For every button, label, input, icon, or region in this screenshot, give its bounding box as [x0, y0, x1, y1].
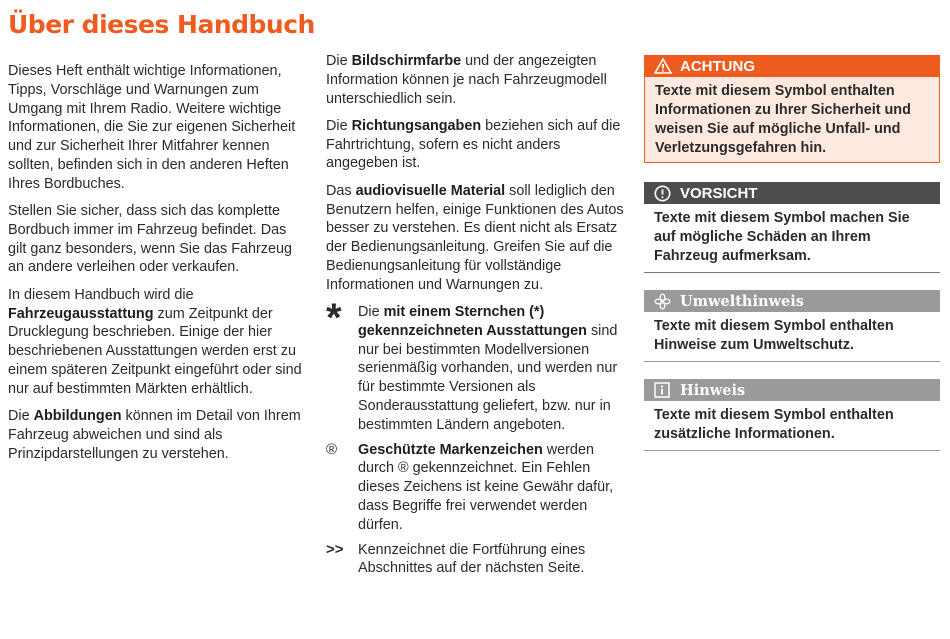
- vorsicht-text: Texte mit diesem Symbol machen Sie auf mögliche Schäden an Ihrem Fahrzeug aufmerksam.: [644, 204, 940, 273]
- hinweis-header: [644, 379, 940, 401]
- exclamation-circle-icon: [654, 185, 676, 202]
- ausstattung-paragraph: [8, 286, 306, 399]
- text-run: können im Detail von Ihrem Fahrzeug abweichen und sind als Prinzipdarstellungen zu verstehen.: [8, 408, 301, 462]
- bold-term: Geschützte Markenzeichen: [358, 441, 543, 458]
- text-run: beziehen sich auf die Fahrtrichtung, sofern es nicht anders angegeben ist.: [326, 117, 621, 172]
- flower-icon: [654, 293, 676, 310]
- audiovisuell-paragraph: [326, 182, 624, 295]
- vorsicht-box: [644, 182, 940, 273]
- trademark-legend-text: [358, 441, 624, 535]
- bold-term: Abbildungen: [33, 408, 122, 425]
- achtung-header: [644, 55, 940, 77]
- double-chevron-icon: >>: [326, 540, 344, 558]
- text-run: sind nur bei bestimmten Modellversionen serienmäßig vorhanden, und werden nur für bestimmte Versionen als Sonderausstattung geliefert, bzw. nur in bestimmten Ländern angeboten.: [358, 322, 618, 433]
- page-title: Über dieses Handbuch: [8, 10, 315, 39]
- text-run: und der angezeigten Information können je nach Fahrzeugmodell unterschiedlich sein.: [326, 53, 607, 107]
- text-run: zum Zeitpunkt der Drucklegung beschrieben. Einige der hier beschriebenen Ausstattungen werden erst zu einem späteren Zeitpunkt eingeführt oder sind nur auf bestimmten Märkten erhältlich.: [8, 305, 302, 397]
- asterisk-icon: *: [326, 296, 342, 341]
- bold-term: Fahrzeugausstattung: [8, 305, 154, 322]
- bold-term: Bildschirmfarbe: [351, 53, 462, 69]
- umwelthinweis-title: Umwelthinweis: [680, 292, 804, 310]
- bildschirmfarbe-paragraph: [326, 52, 624, 108]
- bold-term: audiovisuelle Material: [355, 182, 506, 199]
- text-run: werden durch ® gekennzeichnet. Ein Fehlen dieses Zeichens ist keine Gewähr dafür, dass Begriffe frei verwendet werden dürfen.: [358, 441, 614, 533]
- umwelthinweis-header: [644, 290, 940, 312]
- intro-paragraph: Dieses Heft enthält wichtige Informationen, Tipps, Vorschläge und Warnungen zum Umgang mit Ihrem Radio. Weitere wichtige Informationen, die Sie zur eigenen Sicherheit und zur Sicherheit Ihrer Mitfahrer kennen sollten, befinden sich in den anderen Heften Ihres Bordbuches.: [8, 63, 296, 192]
- bold-term: Richtungsangaben: [351, 117, 482, 134]
- achtung-title: ACHTUNG: [680, 57, 755, 75]
- text-run: In diesem Handbuch wird die: [8, 286, 194, 303]
- trademark-legend-item: [326, 441, 624, 535]
- continuation-legend-text: Kennzeichnet die Fortführung eines Abschnittes auf der nächsten Seite.: [358, 541, 586, 577]
- info-icon: [654, 382, 676, 398]
- registered-icon: ®: [326, 440, 338, 458]
- vorsicht-title: VORSICHT: [680, 184, 758, 202]
- umwelthinweis-box: [644, 290, 940, 362]
- text-run: Die: [8, 408, 34, 425]
- hinweis-box: [644, 379, 940, 451]
- achtung-text: Texte mit diesem Symbol enthalten Informationen zu Ihrer Sicherheit und weisen Sie auf mögliche Unfall- und Verletzungsgefahren hin.: [644, 77, 940, 163]
- bold-term: mit einem Sternchen (*) gekennzeichneten Ausstattungen: [358, 304, 587, 339]
- abbildungen-paragraph: [8, 407, 306, 463]
- continuation-legend-item: [326, 541, 624, 579]
- text-run: Das: [326, 182, 356, 199]
- richtungsangaben-paragraph: [326, 117, 624, 173]
- vorsicht-header: [644, 182, 940, 204]
- column-middle: [326, 52, 624, 584]
- star-legend-item: [326, 296, 624, 435]
- achtung-box: [644, 55, 940, 163]
- hinweis-text: Texte mit diesem Symbol enthalten zusätzliche Informationen.: [644, 401, 940, 451]
- column-left: [8, 62, 306, 472]
- star-legend-text: [358, 303, 624, 435]
- text-run: Die: [326, 117, 352, 134]
- umwelthinweis-text: Texte mit diesem Symbol enthalten Hinweise zum Umweltschutz.: [644, 312, 940, 362]
- text-run: Die: [326, 53, 352, 69]
- text-run: soll lediglich den Benutzern helfen, einige Funktionen des Autos besser zu verstehen. Es dient nicht als Ersatz der Bedienungsanleitung. Greifen Sie auf die Bedienungsanleitung für vollständige Informationen und Warnungen zu.: [326, 182, 624, 293]
- hinweis-title: Hinweis: [680, 381, 746, 399]
- text-run: Die: [358, 304, 384, 321]
- warning-triangle-icon: [654, 58, 676, 74]
- bordbuch-paragraph: Stellen Sie sicher, dass sich das komplette Bordbuch immer im Fahrzeug befindet. Das gilt ganz besonders, wenn Sie das Fahrzeug an andere verleihen oder verkaufen.: [8, 203, 292, 276]
